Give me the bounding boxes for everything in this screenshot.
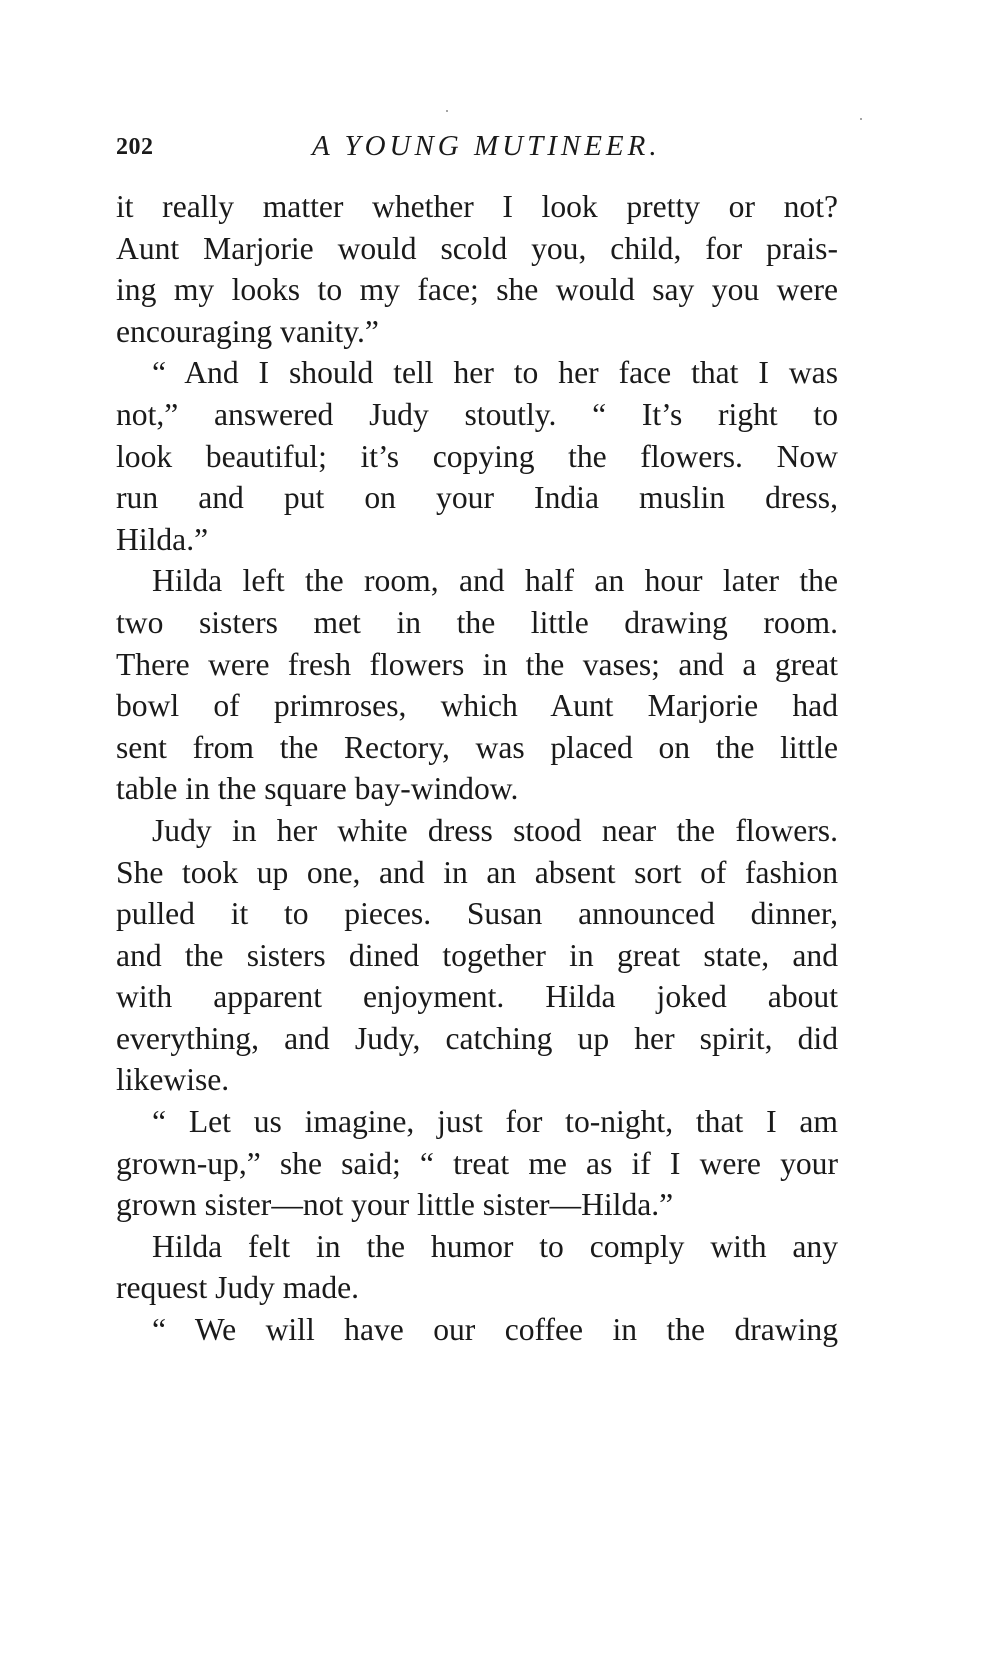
text-line: not,” answered Judy stoutly. “ It’s right to [116,396,838,432]
book-title: A YOUNG MUTINEER. [312,130,661,162]
text-line: “ Let us imagine, just for to-night, that I am [152,1104,838,1140]
text-line: with apparent enjoyment. Hilda joked about [116,979,838,1015]
text-line: ing my looks to my face; she would say you were [116,272,838,308]
text-line: bowl of primroses, which Aunt Marjorie had [116,688,838,724]
text-line: likewise. [116,1062,230,1098]
text-line: There were fresh flowers in the vases; and a great [116,646,838,682]
text-line: encouraging vanity.” [116,313,379,349]
text-line: it really matter whether I look pretty or not? [116,189,838,224]
text-line: look beautiful; it’s copying the flowers. Now [116,438,838,474]
print-speck [860,118,862,120]
print-speck [446,110,448,112]
text-line: “ We will have our coffee in the drawing [152,1312,838,1348]
text-line: Judy in her white dress stood near the flowers. [152,812,838,848]
text-line: sent from the Rectory, was placed on the little [116,729,838,765]
text-line: everything, and Judy, catching up her spirit, did [116,1020,838,1056]
text-line: table in the square bay-window. [116,771,519,807]
page-number: 202 [116,134,154,160]
text-line: Hilda left the room, and half an hour later the [152,563,838,599]
text-line: request Judy made. [116,1270,360,1306]
body-text [116,186,838,1351]
text-line: grown-up,” she said; “ treat me as if I were your [116,1145,838,1181]
text-line: “ And I should tell her to her face that I was [152,355,838,391]
text-line: and the sisters dined together in great state, and [116,937,838,973]
text-line: She took up one, and in an absent sort of fashion [116,854,838,890]
text-line: Aunt Marjorie would scold you, child, for prais- [116,230,838,266]
text-line: grown sister—not your little sister—Hilda.” [116,1187,674,1223]
text-line: Hilda felt in the humor to comply with any [152,1228,838,1264]
text-line: pulled it to pieces. Susan announced dinner, [116,896,838,932]
running-head [116,130,838,166]
text-line: two sisters met in the little drawing room. [116,604,838,640]
text-line: Hilda.” [116,521,209,557]
text-line: run and put on your India muslin dress, [116,480,838,516]
